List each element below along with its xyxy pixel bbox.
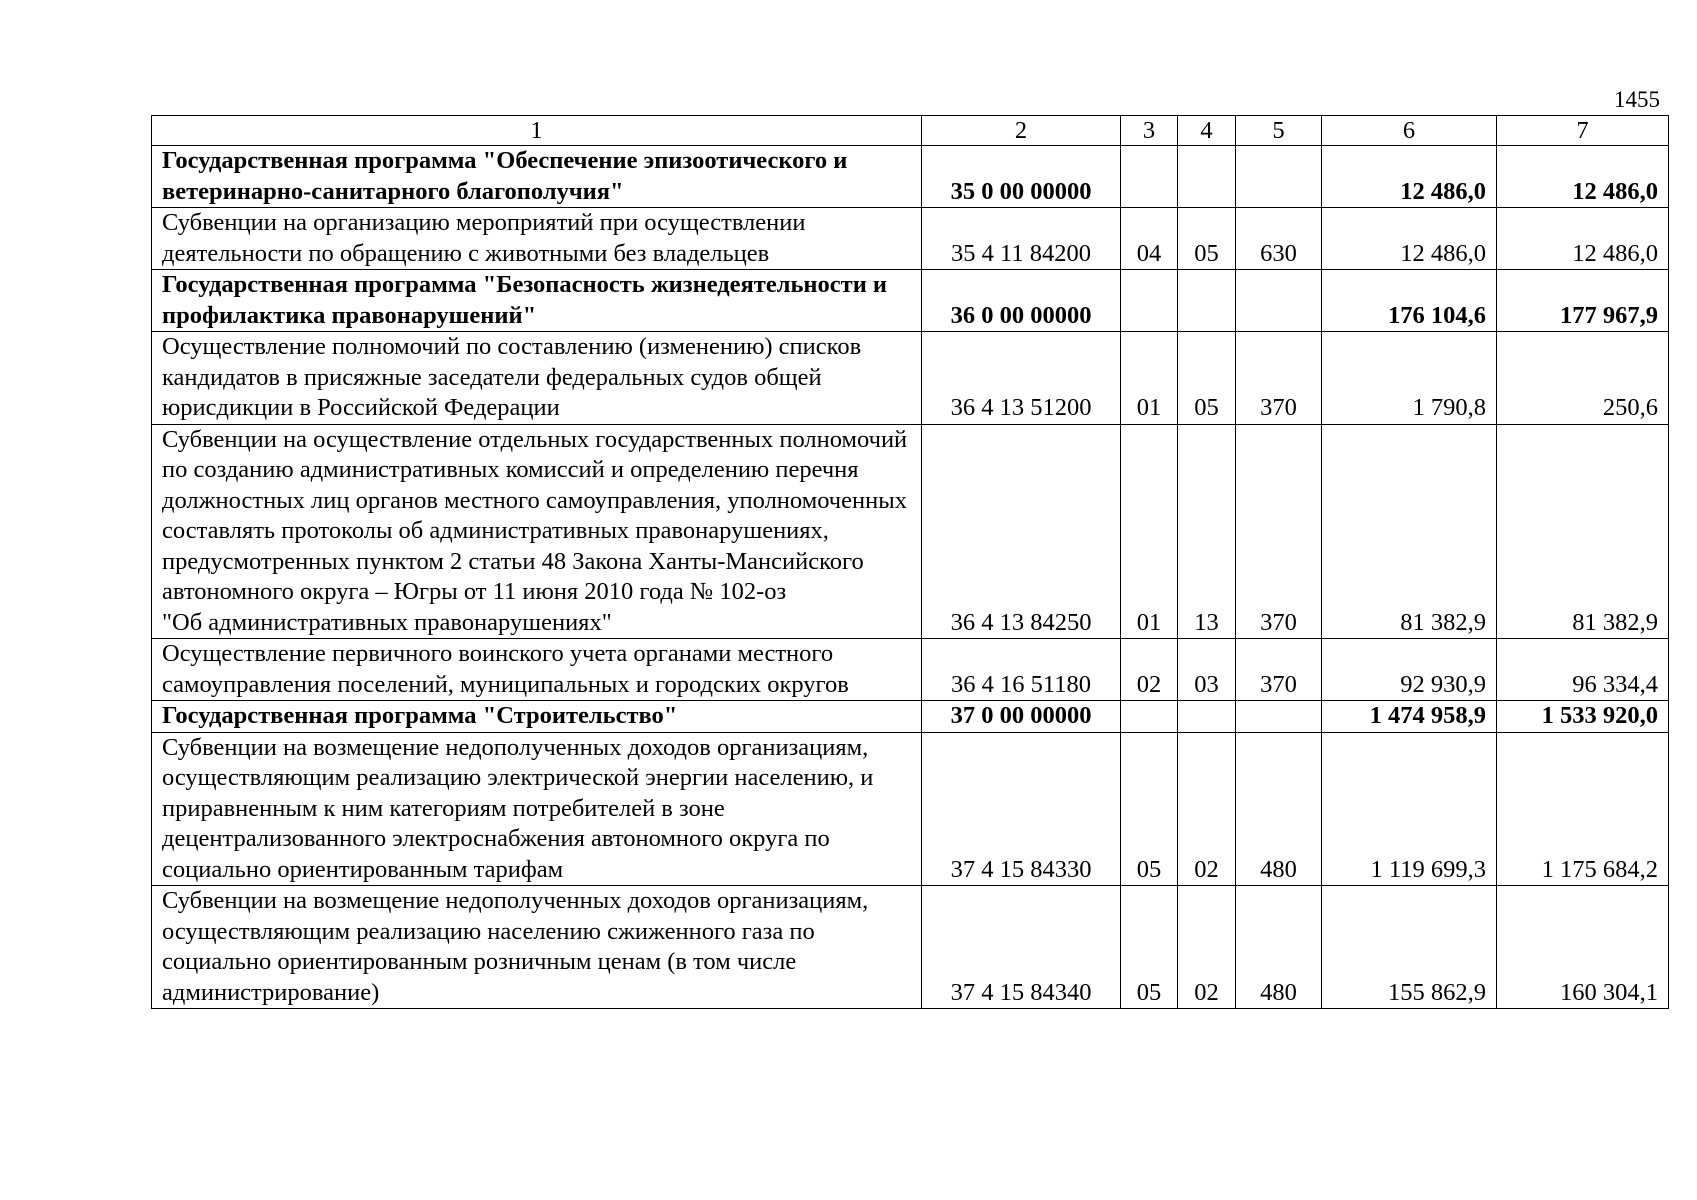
- row-col-4: [1178, 701, 1236, 733]
- row-col-5: 370: [1236, 332, 1322, 425]
- row-col-5: [1236, 701, 1322, 733]
- row-value-6: 81 382,9: [1322, 424, 1497, 639]
- table-row: [152, 424, 1669, 639]
- row-name: [152, 424, 922, 639]
- row-value-7: 12 486,0: [1497, 146, 1669, 208]
- row-col-3: 05: [1121, 886, 1178, 1009]
- row-value-7: 12 486,0: [1497, 208, 1669, 270]
- row-value-6: 12 486,0: [1322, 208, 1497, 270]
- row-col-5: [1236, 146, 1322, 208]
- row-value-7: 160 304,1: [1497, 886, 1669, 1009]
- row-name-main: Субвенции на осуществление отдельных государственных полномочий по созданию административных комиссий и определению перечня должностных лиц органов местного самоуправления, уполномоченных составлять протоколы об административных правонарушениях, предусмотренных пунктом 2 статьи 48 Закона Ханты-Мансийского автономного округа – Югры от 11 июня 2010 года № 102-оз: [162, 425, 908, 605]
- row-target-code: 36 0 00 00000: [922, 270, 1121, 332]
- row-col-4: 05: [1178, 332, 1236, 425]
- row-col-3: 01: [1121, 332, 1178, 425]
- row-target-code: 35 4 11 84200: [922, 208, 1121, 270]
- row-col-3: 05: [1121, 732, 1178, 886]
- row-col-3: 02: [1121, 639, 1178, 701]
- table-body: [152, 146, 1669, 1009]
- header-col-3: 3: [1121, 116, 1178, 146]
- row-col-4: 02: [1178, 732, 1236, 886]
- row-value-6: 1 474 958,9: [1322, 701, 1497, 733]
- row-value-6: 12 486,0: [1322, 146, 1497, 208]
- row-target-code: 36 4 13 84250: [922, 424, 1121, 639]
- table-row: [152, 732, 1669, 886]
- row-name: Субвенции на возмещение недополученных доходов организациям, осуществляющим реализацию населению сжиженного газа по социально ориентированным розничным ценам (в том числе администрирование): [152, 886, 922, 1009]
- row-col-5: 630: [1236, 208, 1322, 270]
- table-row: [152, 208, 1669, 270]
- table-row: [152, 270, 1669, 332]
- row-name: Государственная программа "Строительство": [152, 701, 922, 733]
- row-name: Государственная программа "Безопасность жизнедеятельности и профилактика правонарушений": [152, 270, 922, 332]
- row-value-7: 1 533 920,0: [1497, 701, 1669, 733]
- row-col-4: 05: [1178, 208, 1236, 270]
- row-col-4: [1178, 146, 1236, 208]
- header-col-5: 5: [1236, 116, 1322, 146]
- table-row: [152, 146, 1669, 208]
- page-number: 1455: [1614, 87, 1660, 112]
- row-target-code: 37 4 15 84330: [922, 732, 1121, 886]
- row-name: Субвенции на возмещение недополученных доходов организациям, осуществляющим реализацию электрической энергии населению, и приравненным к ним категориям потребителей в зоне децентрализованного электроснабжения автономного округа по социально ориентированным тарифам: [152, 732, 922, 886]
- header-col-1: 1: [152, 116, 922, 146]
- row-col-4: 03: [1178, 639, 1236, 701]
- header-col-6: 6: [1322, 116, 1497, 146]
- header-col-2: 2: [922, 116, 1121, 146]
- table-header: [152, 116, 1669, 146]
- row-target-code: 36 4 13 51200: [922, 332, 1121, 425]
- row-col-4: 02: [1178, 886, 1236, 1009]
- row-col-4: 13: [1178, 424, 1236, 639]
- row-target-code: 36 4 16 51180: [922, 639, 1121, 701]
- row-value-7: 1 175 684,2: [1497, 732, 1669, 886]
- row-name: Государственная программа "Обеспечение эпизоотического и ветеринарно-санитарного благополучия": [152, 146, 922, 208]
- row-target-code: 37 4 15 84340: [922, 886, 1121, 1009]
- row-col-3: 01: [1121, 424, 1178, 639]
- row-value-7: 81 382,9: [1497, 424, 1669, 639]
- row-value-7: 177 967,9: [1497, 270, 1669, 332]
- row-name: Осуществление первичного воинского учета органами местного самоуправления поселений, муниципальных и городских округов: [152, 639, 922, 701]
- row-value-6: 92 930,9: [1322, 639, 1497, 701]
- row-value-6: 1 119 699,3: [1322, 732, 1497, 886]
- row-name-last-line: "Об административных правонарушениях": [162, 608, 612, 636]
- row-col-3: [1121, 701, 1178, 733]
- table-row: [152, 332, 1669, 425]
- row-value-6: 176 104,6: [1322, 270, 1497, 332]
- row-value-7: 250,6: [1497, 332, 1669, 425]
- row-target-code: 37 0 00 00000: [922, 701, 1121, 733]
- row-col-3: [1121, 270, 1178, 332]
- header-row: [152, 116, 1669, 146]
- row-col-5: [1236, 270, 1322, 332]
- row-value-6: 155 862,9: [1322, 886, 1497, 1009]
- table-row: [152, 701, 1669, 733]
- row-value-6: 1 790,8: [1322, 332, 1497, 425]
- row-col-4: [1178, 270, 1236, 332]
- row-col-5: 480: [1236, 732, 1322, 886]
- row-col-5: 480: [1236, 886, 1322, 1009]
- table-row: [152, 639, 1669, 701]
- row-name: Осуществление полномочий по составлению (изменению) списков кандидатов в присяжные заседатели федеральных судов общей юрисдикции в Российской Федерации: [152, 332, 922, 425]
- row-col-3: [1121, 146, 1178, 208]
- header-col-7: 7: [1497, 116, 1669, 146]
- row-target-code: 35 0 00 00000: [922, 146, 1121, 208]
- table-row: [152, 886, 1669, 1009]
- row-col-5: 370: [1236, 639, 1322, 701]
- header-col-4: 4: [1178, 116, 1236, 146]
- budget-table: [151, 115, 1669, 1009]
- row-col-3: 04: [1121, 208, 1178, 270]
- row-col-5: 370: [1236, 424, 1322, 639]
- row-name: Субвенции на организацию мероприятий при осуществлении деятельности по обращению с животными без владельцев: [152, 208, 922, 270]
- row-value-7: 96 334,4: [1497, 639, 1669, 701]
